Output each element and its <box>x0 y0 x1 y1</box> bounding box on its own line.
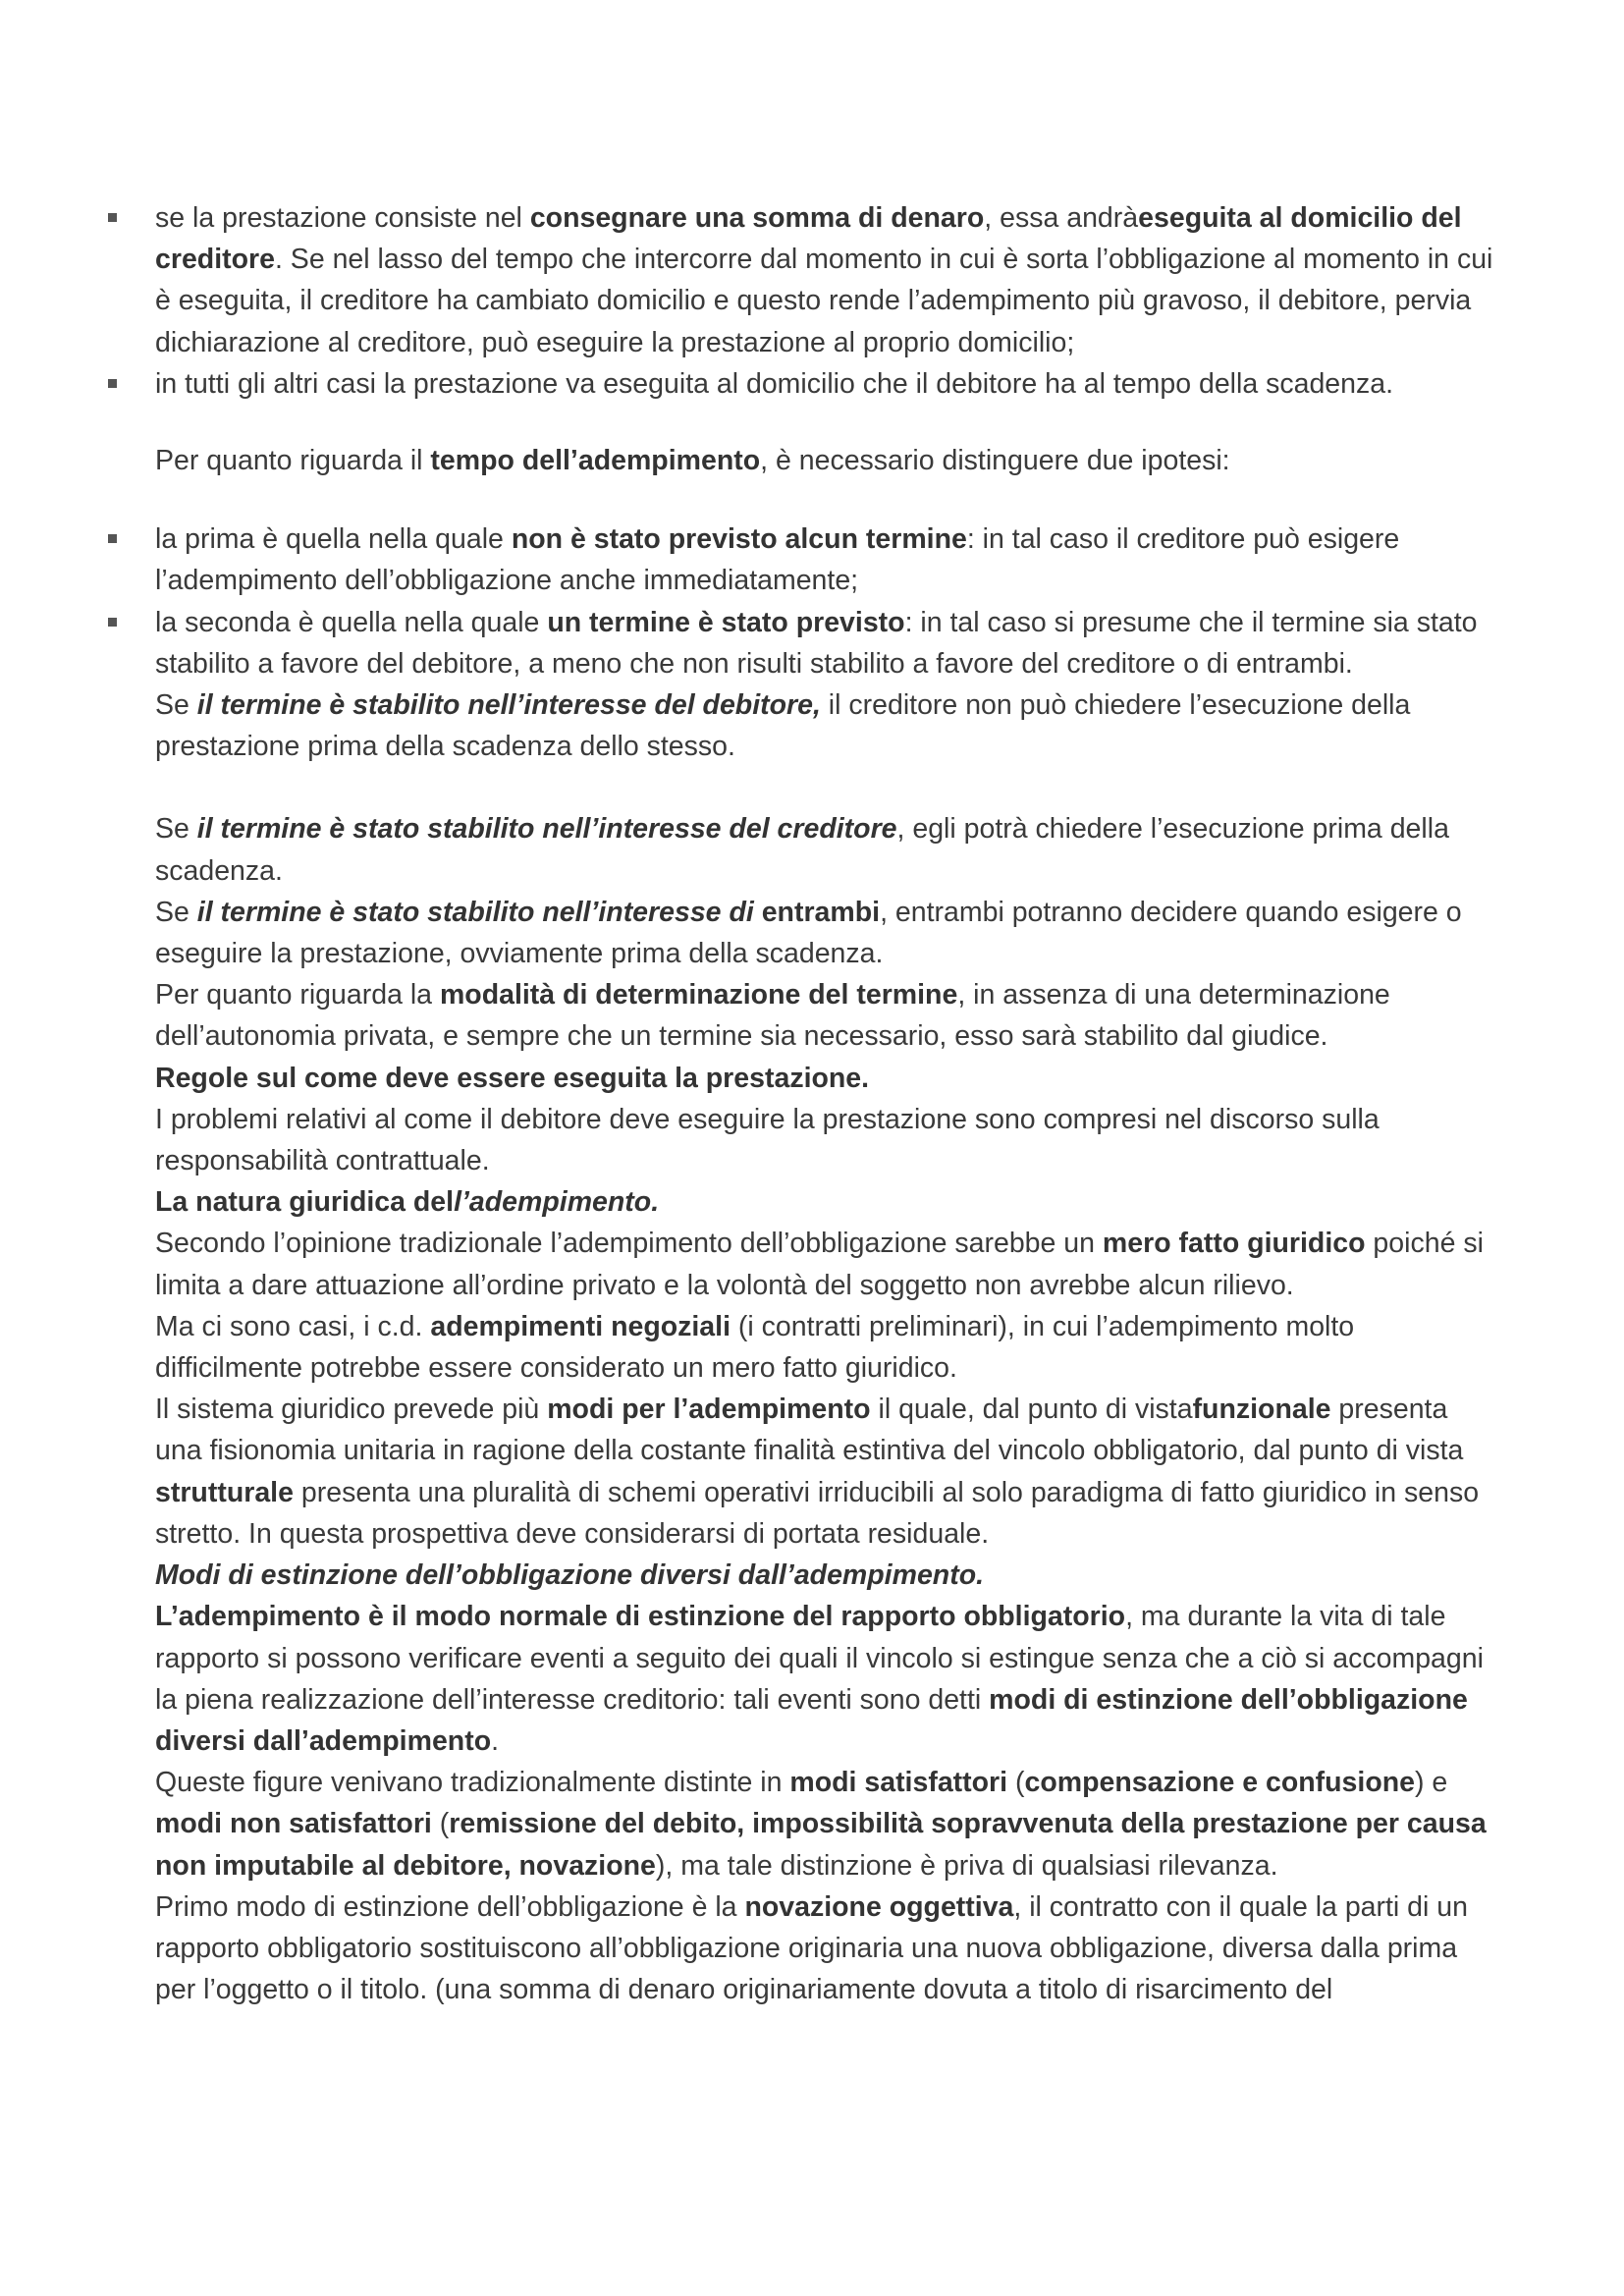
bullet-item: se la prestazione consiste nel consegnare una somma di denaro, essa andràeseguita al domicilio del creditore. Se nel lasso del tempo che intercorre dal momento in cui è sorta l’obbligazione al momento in cui è eseguita, il creditore ha cambiato domicilio e questo rende l’adempimento più gravoso, il debitore, pervia dichiarazione al creditore, può eseguire la prestazione al proprio domicilio; <box>155 197 1500 363</box>
paragraph: Ma ci sono casi, i c.d. adempimenti negoziali (i contratti preliminari), in cui l’adempimento molto difficilmente potrebbe essere considerato un mero fatto giuridico. <box>155 1310 1355 1385</box>
section-heading: La natura giuridica dell’adempimento. <box>155 1186 660 1219</box>
paragraph: Secondo l’opinione tradizionale l’adempimento dell’obbligazione sarebbe un mero fatto giuridico poiché si limita a dare attuazione all’ordine privato e la volontà del soggetto non avrebbe alcun rilievo. <box>155 1228 1484 1301</box>
section-heading: Regole sul come deve essere eseguita la prestazione. <box>155 1062 870 1094</box>
paragraph: L’adempimento è il modo normale di estinzione del rapporto obbligatorio, ma durante la vita di tale rapporto si possono verificare eventi a seguito dei quali il vincolo si estingue senza che a ciò si accompagni la piena realizzazione dell’interesse creditorio: tali eventi sono detti modi di estinzione dell’obbligazione diversi dall’adempimento. <box>155 1601 1484 1757</box>
bullet-item: in tutti gli altri casi la prestazione va eseguita al domicilio che il debitore ha al tempo della scadenza. <box>155 363 1500 405</box>
document-page <box>155 197 1500 2010</box>
square-bullet-icon <box>108 534 117 543</box>
bullet-item: la prima è quella nella quale non è stato previsto alcun termine: in tal caso il creditore può esigere l’adempimento dell’obbligazione anche immediatamente; <box>155 519 1500 601</box>
paragraph: Queste figure venivano tradizionalmente distinte in modi satisfattori (compensazione e confusione) e modi non satisfattori (remissione del debito, impossibilità sopravvenuta della prestazione per causa non imputabile al debitore, novazione), ma tale distinzione è priva di qualsiasi rilevanza. <box>155 1767 1487 1882</box>
square-bullet-icon <box>108 379 117 388</box>
square-bullet-icon <box>108 213 117 222</box>
bullet-item: la seconda è quella nella quale un termine è stato previsto: in tal caso si presume che il termine sia stato stabilito a favore del debitore, a meno che non risulti stabilito a favore del creditore o di entrambi. Se il termine è stabilito nell’interesse del debitore, il creditore non può chiedere l’esecuzione della prestazione prima della scadenza dello stesso. <box>155 602 1500 768</box>
section-heading: Modi di estinzione dell’obbligazione diversi dall’adempimento. <box>155 1559 985 1592</box>
paragraph: I problemi relativi al come il debitore deve eseguire la prestazione sono compresi nel discorso sulla responsabilità contrattuale. <box>155 1103 1380 1177</box>
paragraph: Il sistema giuridico prevede più modi per l’adempimento il quale, dal punto di vistafunzionale presenta una fisionomia unitaria in ragione della costante finalità estintiva del vincolo obbligatorio, dal punto di vista strutturale presenta una pluralità di schemi operativi irriducibili al solo paradigma di fatto giuridico in senso stretto. In questa prospettiva deve considerarsi di portata residuale. <box>155 1394 1480 1550</box>
paragraph: Per quanto riguarda la modalità di determinazione del termine, in assenza di una determinazione dell’autonomia privata, e sempre che un termine sia necessario, esso sarà stabilito dal giudice. <box>155 979 1390 1053</box>
square-bullet-icon <box>108 618 117 627</box>
paragraph: Per quanto riguarda il tempo dell’adempimento, è necessario distinguere due ipotesi: <box>155 445 1230 477</box>
paragraph: Se il termine è stato stabilito nell’interesse del creditore, egli potrà chiedere l’esecuzione prima della scadenza. <box>155 813 1449 887</box>
paragraph: Se il termine è stato stabilito nell’interesse di entrambi, entrambi potranno decidere quando esigere o eseguire la prestazione, ovviamente prima della scadenza. <box>155 896 1462 970</box>
paragraph: Primo modo di estinzione dell’obbligazione è la novazione oggettiva, il contratto con il quale la parti di un rapporto obbligatorio sostituiscono all’obbligazione originaria una nuova obbligazione, diversa dalla prima per l’oggetto o il titolo. (una somma di denaro originariamente dovuta a titolo di risarcimento del <box>155 1890 1468 2006</box>
